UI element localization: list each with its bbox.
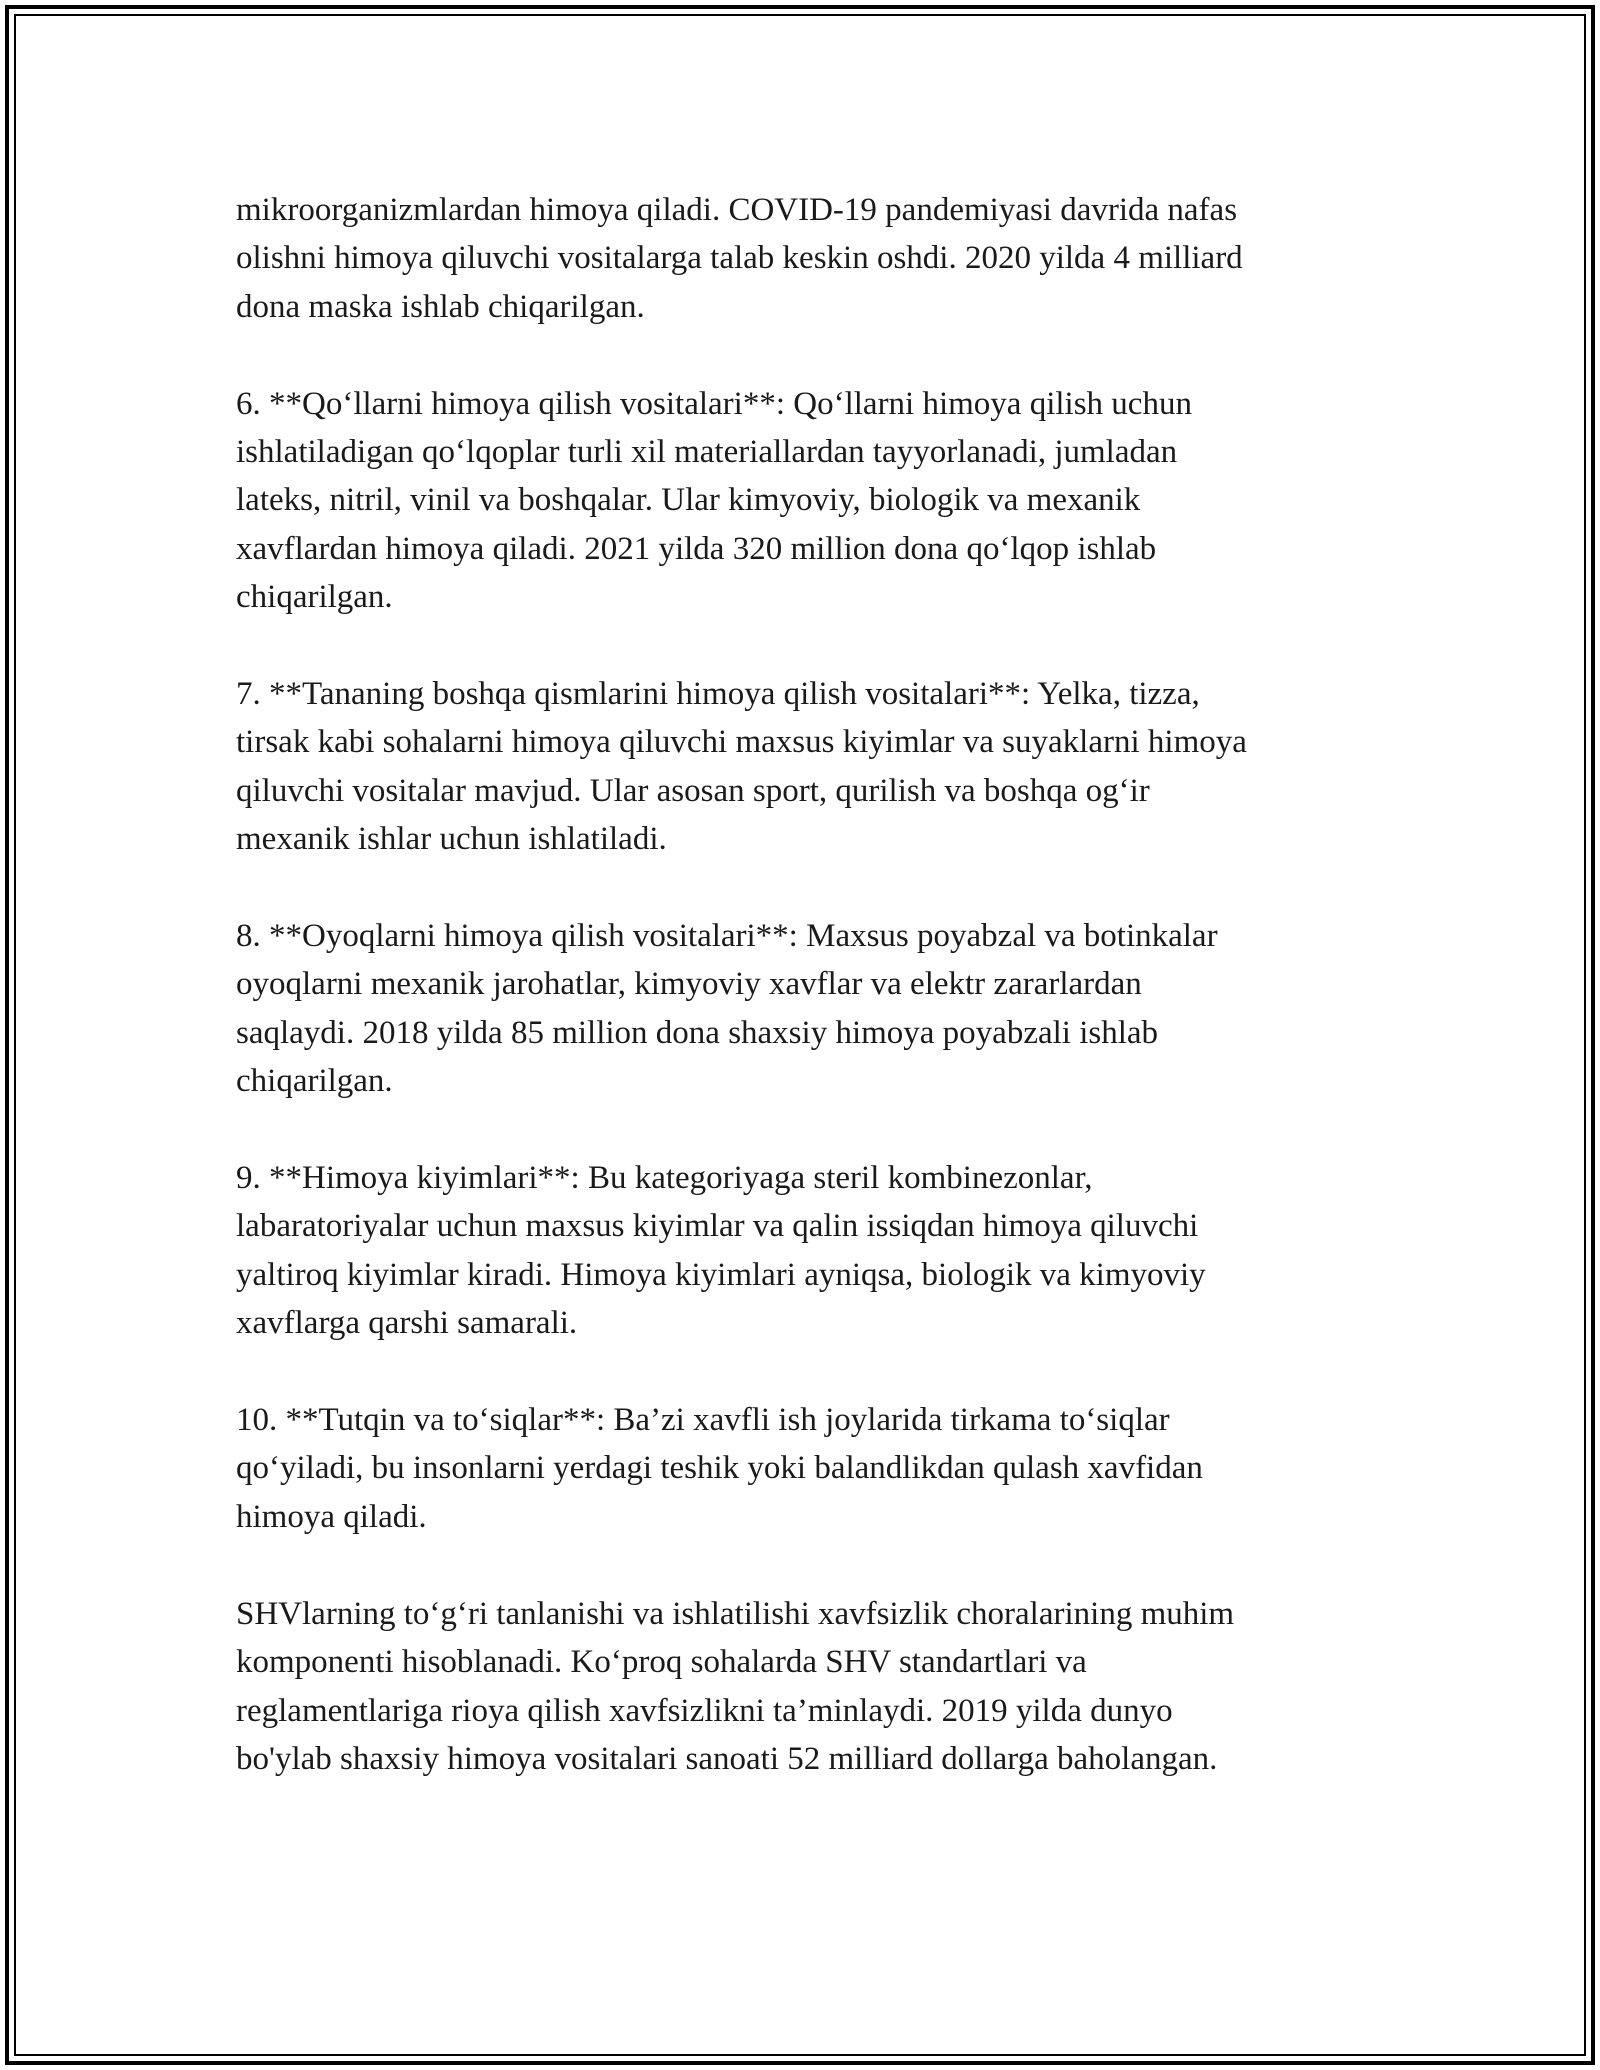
text-line: xavflarga qarshi samarali. [236, 1305, 578, 1342]
text-line: oyoqlarni mexanik jarohatlar, kimyoviy xavflar va elektr zararlardan [236, 966, 1142, 1003]
paragraph-intro-continuation [236, 186, 1366, 331]
text-line: chiqarilgan. [236, 1063, 393, 1100]
text-line: xavflardan himoya qiladi. 2021 yilda 320 million dona qo‘lqop ishlab [236, 530, 1157, 567]
document-body [236, 186, 1366, 1783]
text-line: yaltiroq kiyimlar kiradi. Himoya kiyimlari ayniqsa, biologik va kimyoviy [236, 1256, 1206, 1293]
text-line: 9. **Himoya kiyimlari**: Bu kategoriyaga steril kombinezonlar, [236, 1160, 1093, 1197]
paragraph-item-8 [236, 912, 1366, 1106]
text-line: saqlaydi. 2018 yilda 85 million dona shaxsiy himoya poyabzali ishlab [236, 1014, 1159, 1051]
text-line: reglamentlariga rioya qilish xavfsizlikni ta’minlaydi. 2019 yilda dunyo [236, 1692, 1173, 1729]
text-line: 8. **Oyoqlarni himoya qilish vositalari**: Maxsus poyabzal va botinkalar [236, 918, 1218, 955]
text-line: 10. **Tutqin va to‘siqlar**: Ba’zi xavfli ish joylarida tirkama to‘siqlar [236, 1402, 1170, 1439]
paragraph-item-7 [236, 670, 1366, 864]
text-line: olishni himoya qiluvchi vositalarga talab keskin oshdi. 2020 yilda 4 milliard [236, 240, 1243, 277]
text-line: chiqarilgan. [236, 579, 393, 616]
text-line: qo‘yiladi, bu insonlarni yerdagi teshik yoki balandlikdan qulash xavfidan [236, 1450, 1203, 1487]
text-line: qiluvchi vositalar mavjud. Ular asosan sport, qurilish va boshqa og‘ir [236, 772, 1150, 809]
text-line: tirsak kabi sohalarni himoya qiluvchi maxsus kiyimlar va suyaklarni himoya [236, 724, 1247, 761]
text-line: mexanik ishlar uchun ishlatiladi. [236, 821, 667, 858]
text-line: mikroorganizmlardan himoya qiladi. COVID-19 pandemiyasi davrida nafas [236, 192, 1238, 228]
text-line: dona maska ishlab chiqarilgan. [236, 288, 645, 325]
text-line: himoya qiladi. [236, 1498, 427, 1535]
paragraph-item-10 [236, 1396, 1366, 1541]
text-line: 6. **Qo‘llarni himoya qilish vositalari**: Qo‘llarni himoya qilish uchun [236, 385, 1192, 422]
text-line: 7. **Tananing boshqa qismlarini himoya qilish vositalari**: Yelka, tizza, [236, 676, 1200, 713]
text-line: labaratoriyalar uchun maxsus kiyimlar va qalin issiqdan himoya qiluvchi [236, 1208, 1199, 1245]
text-line: lateks, nitril, vinil va boshqalar. Ular kimyoviy, biologik va mexanik [236, 482, 1141, 519]
text-line: komponenti hisoblanadi. Ko‘proq sohalarda SHV standartlari va [236, 1644, 1087, 1681]
paragraph-item-9 [236, 1154, 1366, 1348]
text-line: SHVlarning to‘g‘ri tanlanishi va ishlatilishi xavfsizlik choralarining muhim [236, 1595, 1235, 1632]
paragraph-conclusion [236, 1590, 1366, 1784]
text-line: bo'ylab shaxsiy himoya vositalari sanoati 52 milliard dollarga baholangan. [236, 1740, 1218, 1777]
paragraph-item-6 [236, 380, 1366, 622]
text-line: ishlatiladigan qo‘lqoplar turli xil materiallardan tayyorlanadi, jumladan [236, 434, 1178, 471]
